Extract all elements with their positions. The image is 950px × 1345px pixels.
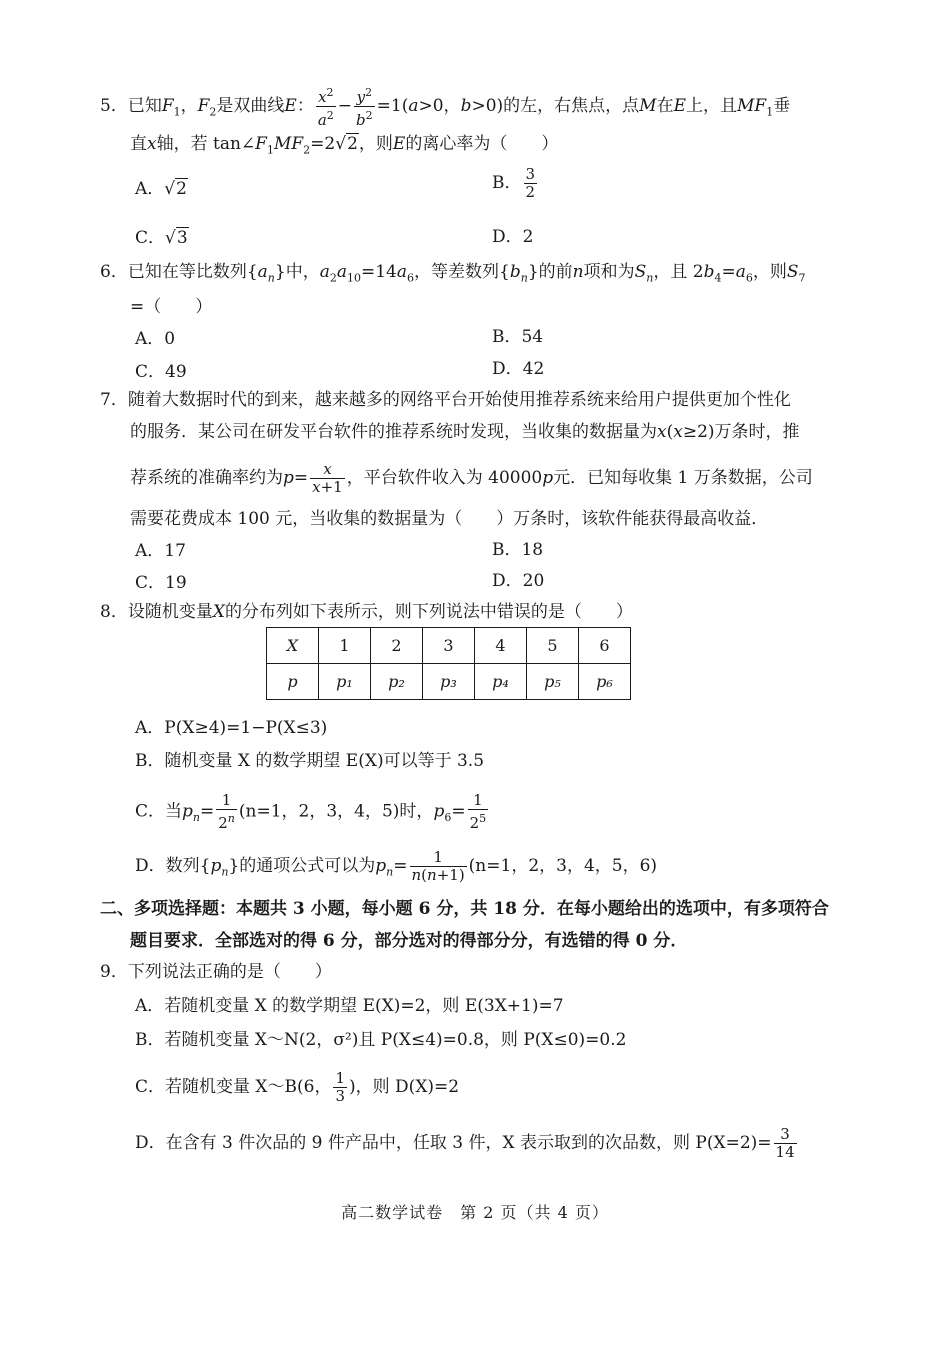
table-header-cell: 6: [579, 628, 631, 664]
table-row: [267, 664, 631, 700]
q9-option-b: B．若随机变量 X～N(2，σ²)且 P(X≤4)=0.8，则 P(X≤0)=0.2: [135, 1030, 627, 1050]
table-header-cell: 5: [527, 628, 579, 664]
sqrt-2: √2: [335, 134, 358, 154]
q9-stem: 9．下列说法正确的是（ ）: [100, 962, 332, 982]
table-header-cell: X: [267, 628, 319, 664]
q8-option-a: A．P(X≥4)=1−P(X≤3): [135, 718, 328, 738]
q7-line4: 需要花费成本 100 元，当收集的数据量为（ ）万条时，该软件能获得最高收益．: [130, 509, 769, 529]
table-cell: p₁: [319, 664, 371, 700]
q6-line1: 6．已知在等比数列$\{a_n\}$中，$a_2a_{10}=14a_6$，等差数列$\{b_n\}$的前n项和为$S_n$，且 $2b_4=a_6$，则$S_7$: [100, 262, 806, 285]
table-cell: p₃: [423, 664, 475, 700]
table-header-cell: 3: [423, 628, 475, 664]
fraction-y2-b2: $\frac{y^2}{b^2}$: [356, 86, 373, 129]
q6-option-b: B．54: [492, 327, 544, 347]
q5-option-d: D．2: [492, 227, 534, 247]
q5-option-c: C．√3: [135, 228, 188, 248]
q7-option-a: A．17: [135, 541, 186, 561]
q7-option-d: D．20: [492, 571, 545, 591]
q9-option-a: A．若随机变量 X 的数学期望 E(X)=2，则 E(3X+1)=7: [135, 996, 564, 1016]
q5-option-a: A．√2: [135, 179, 187, 199]
q6-option-d: D．42: [492, 359, 545, 379]
q7-line1: 7．随着大数据时代的到来，越来越多的网络平台开始使用推荐系统来给用户提供更加个性化: [100, 390, 791, 410]
fraction-x-over-x-plus-1: $\frac{x}{x+1}$: [312, 460, 343, 496]
section2-heading-line2: 题目要求．全部选对的得 6 分，部分选对的得部分分，有选错的得 0 分．: [130, 931, 688, 951]
fraction-x2-a2: $\frac{x^2}{a^2}$: [317, 86, 334, 129]
q5-line2: 直x轴，若 $\tan\angle F_1MF_2=2√2$，则E的离心率为（ ）: [130, 134, 559, 157]
table-cell: p₂: [371, 664, 423, 700]
table-row: [267, 628, 631, 664]
section2-heading-line1: 二、多项选择题：本题共 3 小题，每小题 6 分，共 18 分．在每小题给出的选项中，有多项符合: [100, 899, 829, 919]
q8-line1: 8．设随机变量X的分布列如下表所示，则下列说法中错误的是（ ）: [100, 602, 633, 622]
q6-option-c: C．49: [135, 362, 187, 382]
table-cell: p₄: [475, 664, 527, 700]
distribution-table: [266, 627, 631, 700]
q6-line2: =（ ）: [130, 297, 213, 317]
q8-option-c: C．当$p_n=$ $\frac{1}{2^n}$ (n=1，2，3，4，5)时，$p_6=$ $\frac{1}{2^5}$: [135, 791, 487, 832]
q8-option-d: D．数列$\{p_n\}$的通项公式可以为$p_n=$ $\frac{1}{n(n+1)}$ (n=1，2，3，4，5，6): [135, 848, 658, 884]
table-cell: p₅: [527, 664, 579, 700]
q5-line1: 5．已知$F_1$，$F_2$是双曲线E： $\frac{x^2}{a^2}$ − $\frac{y^2}{b^2}$ =1(a>0，b>0)的左，右焦点，点M在E上，且$MF_1$垂: [100, 86, 791, 129]
q7-line2: 的服务．某公司在研发平台软件的推荐系统时发现，当收集的数据量为x(x≥2)万条时，推: [130, 422, 800, 442]
q7-line3: 荐系统的准确率约为p= $\frac{x}{x+1}$ ，平台软件收入为 40000p元．已知每收集 1 万条数据，公司: [130, 460, 813, 496]
table-header-cell: 4: [475, 628, 527, 664]
q7-option-c: C．19: [135, 573, 187, 593]
q8-option-b: B．随机变量 X 的数学期望 E(X)可以等于 3.5: [135, 751, 485, 771]
q7-option-b: B．18: [492, 540, 544, 560]
table-header-cell: 1: [319, 628, 371, 664]
table-header-cell: 2: [371, 628, 423, 664]
q9-option-d: D．在含有 3 件次品的 9 件产品中，任取 3 件，X 表示取到的次品数，则 P(X=2)= $\frac{3}{14}$: [135, 1125, 795, 1161]
q5-option-b: B． $\frac{3}{2}$: [492, 165, 536, 201]
q9-option-c: C．若随机变量 X～B(6， $\frac{1}{3}$ )，则 D(X)=2: [135, 1069, 460, 1105]
q6-option-a: A．0: [135, 329, 176, 349]
table-cell: p₆: [579, 664, 631, 700]
table-cell: p: [267, 664, 319, 700]
page-footer: 高二数学试卷 第 2 页（共 4 页）: [341, 1203, 609, 1222]
